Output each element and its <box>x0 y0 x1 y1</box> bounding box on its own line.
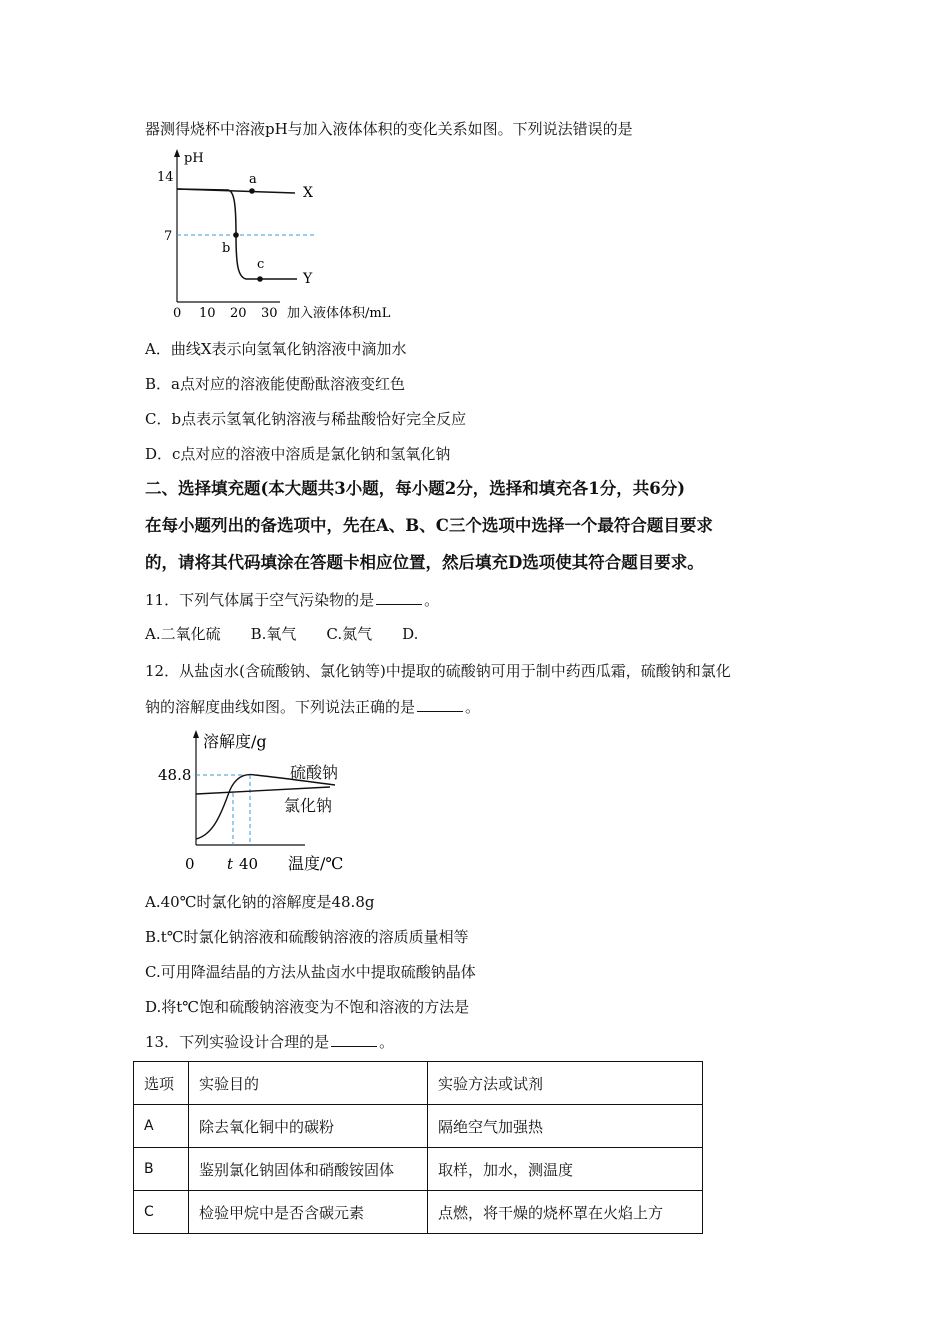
label-c: c <box>257 257 265 272</box>
label-nacl: 氯化钠 <box>284 796 333 815</box>
q11-stem-text: 11．下列气体属于空气污染物的是 <box>145 591 375 609</box>
point-c <box>257 276 263 282</box>
q12-option-d: D.将t℃饱和硫酸钠溶液变为不饱和溶液的方法是 <box>145 998 470 1016</box>
q13-stem <box>145 1032 394 1052</box>
sol-xlabel: 温度/℃ <box>288 854 344 873</box>
row-purpose: 鉴别氯化钠固体和硝酸铵固体 <box>189 1148 428 1191</box>
row-option: A <box>134 1105 189 1148</box>
sol-ylabel: 溶解度/g <box>203 732 267 751</box>
label-y: Y <box>303 271 313 287</box>
ph-xtick-20: 20 <box>230 306 247 321</box>
label-na2so4: 硫酸钠 <box>290 763 339 782</box>
q11-option-b: B.氧气 <box>250 625 297 643</box>
sol-ymark: 48.8 <box>158 766 192 784</box>
q12-line-2-text: 钠的溶解度曲线如图。下列说法正确的是 <box>145 698 416 716</box>
point-a <box>249 188 255 194</box>
row-method: 隔绝空气加强热 <box>428 1105 703 1148</box>
ph-ytick-14: 14 <box>157 170 174 185</box>
ph-ylabel: pH <box>184 151 204 166</box>
row-option: C <box>134 1191 189 1234</box>
q13-end: 。 <box>379 1033 395 1051</box>
q11-option-c: C.氮气 <box>326 625 373 643</box>
point-b <box>233 232 239 238</box>
q10-option-c: C．b点表示氢氧化钠溶液与稀盐酸恰好完全反应 <box>145 410 467 428</box>
q10-option-b: B．a点对应的溶液能使酚酞溶液变红色 <box>145 375 405 393</box>
q12-option-a: A.40℃时氯化钠的溶解度是48.8g <box>145 893 375 911</box>
answer-blank[interactable] <box>376 590 422 605</box>
q10-option-d: D．c点对应的溶液中溶质是氯化钠和氢氧化钠 <box>145 445 451 463</box>
experiment-table <box>133 1061 703 1234</box>
label-a: a <box>249 172 257 187</box>
row-method: 点燃，将干燥的烧杯罩在火焰上方 <box>428 1191 703 1234</box>
label-x: X <box>303 185 313 201</box>
header-option: 选项 <box>134 1062 189 1105</box>
q11-options <box>145 624 418 644</box>
row-option: B <box>134 1148 189 1191</box>
sol-xtick-t: t <box>227 855 234 873</box>
section2-instr-2: 的，请将其代码填涂在答题卡相应位置，然后填充D选项使其符合题目要求。 <box>145 553 704 572</box>
q11-option-a: A.二氧化硫 <box>145 625 221 643</box>
section2-instr-1: 在每小题列出的备选项中，先在A、B、C三个选项中选择一个最符合题目要求 <box>145 516 713 535</box>
row-purpose: 除去氧化铜中的碳粉 <box>189 1105 428 1148</box>
ph-ytick-7: 7 <box>164 229 173 244</box>
row-method: 取样，加水，测温度 <box>428 1148 703 1191</box>
q11-end: 。 <box>424 591 440 609</box>
ph-chart <box>150 145 430 325</box>
ph-xtick-30: 30 <box>261 306 278 321</box>
ph-xtick-0: 0 <box>173 306 182 321</box>
sol-xtick-0: 0 <box>185 855 195 873</box>
ph-xlabel: 加入液体体积/mL <box>287 306 391 321</box>
header-method: 实验方法或试剂 <box>428 1062 703 1105</box>
table-row <box>134 1148 703 1191</box>
table-row <box>134 1191 703 1234</box>
section2-heading: 二、选择填充题(本大题共3小题，每小题2分，选择和填充各1分，共6分) <box>145 479 686 498</box>
q12-option-c: C.可用降温结晶的方法从盐卤水中提取硫酸钠晶体 <box>145 963 476 981</box>
q12-line-2 <box>145 697 480 717</box>
sol-xtick-40: 40 <box>239 855 259 873</box>
answer-blank[interactable] <box>417 697 463 712</box>
q12-line-1: 12．从盐卤水(含硫酸钠、氯化钠等)中提取的硫酸钠可用于制中药西瓜霜，硫酸钠和氯化 <box>145 662 731 680</box>
q13-stem-text: 13．下列实验设计合理的是 <box>145 1033 330 1051</box>
table-header-row <box>134 1062 703 1105</box>
row-purpose: 检验甲烷中是否含碳元素 <box>189 1191 428 1234</box>
q10-stem-tail: 器测得烧杯中溶液pH与加入液体体积的变化关系如图。下列说法错误的是 <box>145 120 633 138</box>
q11-option-d: D. <box>402 625 419 643</box>
label-b: b <box>222 241 231 256</box>
q12-end: 。 <box>465 698 481 716</box>
header-purpose: 实验目的 <box>189 1062 428 1105</box>
q10-option-a: A．曲线X表示向氢氧化钠溶液中滴加水 <box>145 340 407 358</box>
q11-stem <box>145 590 439 610</box>
ph-xtick-10: 10 <box>199 306 216 321</box>
table-row <box>134 1105 703 1148</box>
answer-blank[interactable] <box>331 1032 377 1047</box>
q12-option-b: B.t℃时氯化钠溶液和硫酸钠溶液的溶质质量相等 <box>145 928 469 946</box>
